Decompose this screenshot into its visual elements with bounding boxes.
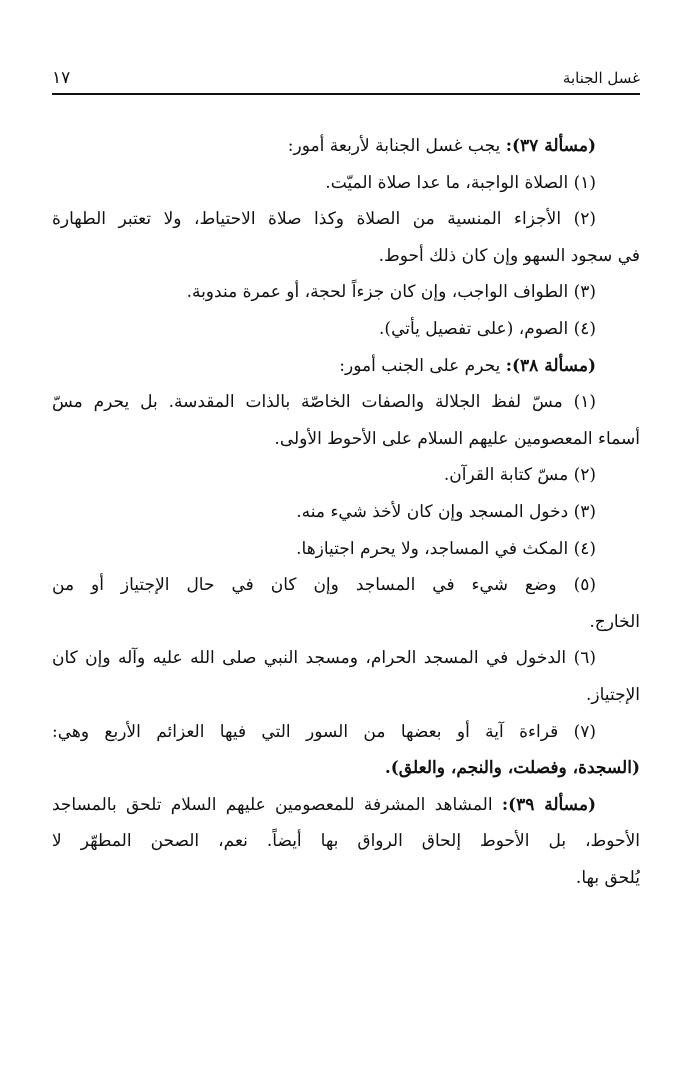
text-line [52,348,640,385]
page-body [52,128,640,896]
text-line [52,604,640,641]
text-line [52,494,640,531]
text-line [52,165,640,202]
line-text: (٣) الطواف الواجب، وإن كان جزءاً لحجة، أو عمرة مندوبة. [186,282,596,303]
text-line [52,823,640,860]
line-text: (٤) الصوم، (على تفصيل يأتي). [379,318,596,339]
issue-heading: (مسألة ٣٧): [505,136,596,156]
text-line [52,567,640,604]
text-line [52,311,640,348]
line-text: (٢) مسّ كتابة القرآن. [443,465,596,486]
line-text: (١) الصلاة الواجبة، ما عدا صلاة الميّت. [325,172,596,193]
line-text: (٤) المكث في المساجد، ولا يحرم اجتيازها. [296,538,596,559]
line-text: أسماء المعصومين عليهم السلام على الأحوط الأولى. [274,428,640,449]
text-line [52,714,640,751]
line-text: (١) مسّ لفظ الجلالة والصفات الخاصّة بالذات المقدسة. بل يحرم مسّ [52,392,596,413]
surah-list: (السجدة، وفصلت، والنجم، والعلق). [384,758,640,779]
line-text: (٢) الأجزاء المنسية من الصلاة وكذا صلاة الاحتياط، ولا تعتبر الطهارة [52,209,596,230]
line-text: (٧) قراءة آية أو بعضها من السور التي فيها العزائم الأربع وهي: [52,721,596,742]
line-text: الإجتياز. [586,684,640,705]
issue-heading: (مسألة ٣٨): [505,355,596,376]
text-line [52,750,640,787]
line-text: (٦) الدخول في المسجد الحرام، ومسجد النبي صلى الله عليه وآله وإن كان [52,648,596,669]
text-line [52,860,640,897]
line-text: في سجود السهو وإن كان ذلك أحوط. [378,245,640,266]
text-line [52,531,640,568]
header-rule [52,93,640,95]
line-text: الأحوط، بل الأحوط إلحاق الرواق بها أيضاً. نعم، الصحن المطهّر لا [52,831,640,852]
line-text: الخارج. [589,611,640,632]
text-line [52,640,640,677]
text-line [52,384,640,421]
text-line [52,787,640,824]
issue-heading: (مسألة ٣٩): [501,794,596,815]
line-text: المشاهد المشرفة للمعصومين عليهم السلام تلحق بالمساجد [52,794,493,815]
text-line [52,201,640,238]
running-header [52,62,640,94]
text-line [52,421,640,458]
line-text: يحرم على الجنب أمور: [339,355,506,376]
text-line [52,238,640,275]
text-line [52,274,640,311]
text-line [52,128,640,165]
running-title: غسل الجنابة [562,69,640,87]
text-line [52,677,640,714]
line-text: يجب غسل الجنابة لأربعة أمور: [287,136,506,156]
page-number: ١٧ [52,68,71,88]
text-line [52,457,640,494]
line-text: يُلحق بها. [575,867,640,888]
line-text: (٥) وضع شيء في المساجد وإن كان في حال الإجتياز أو من [52,575,596,596]
line-text: (٣) دخول المسجد وإن كان لأخذ شيء منه. [296,501,596,522]
